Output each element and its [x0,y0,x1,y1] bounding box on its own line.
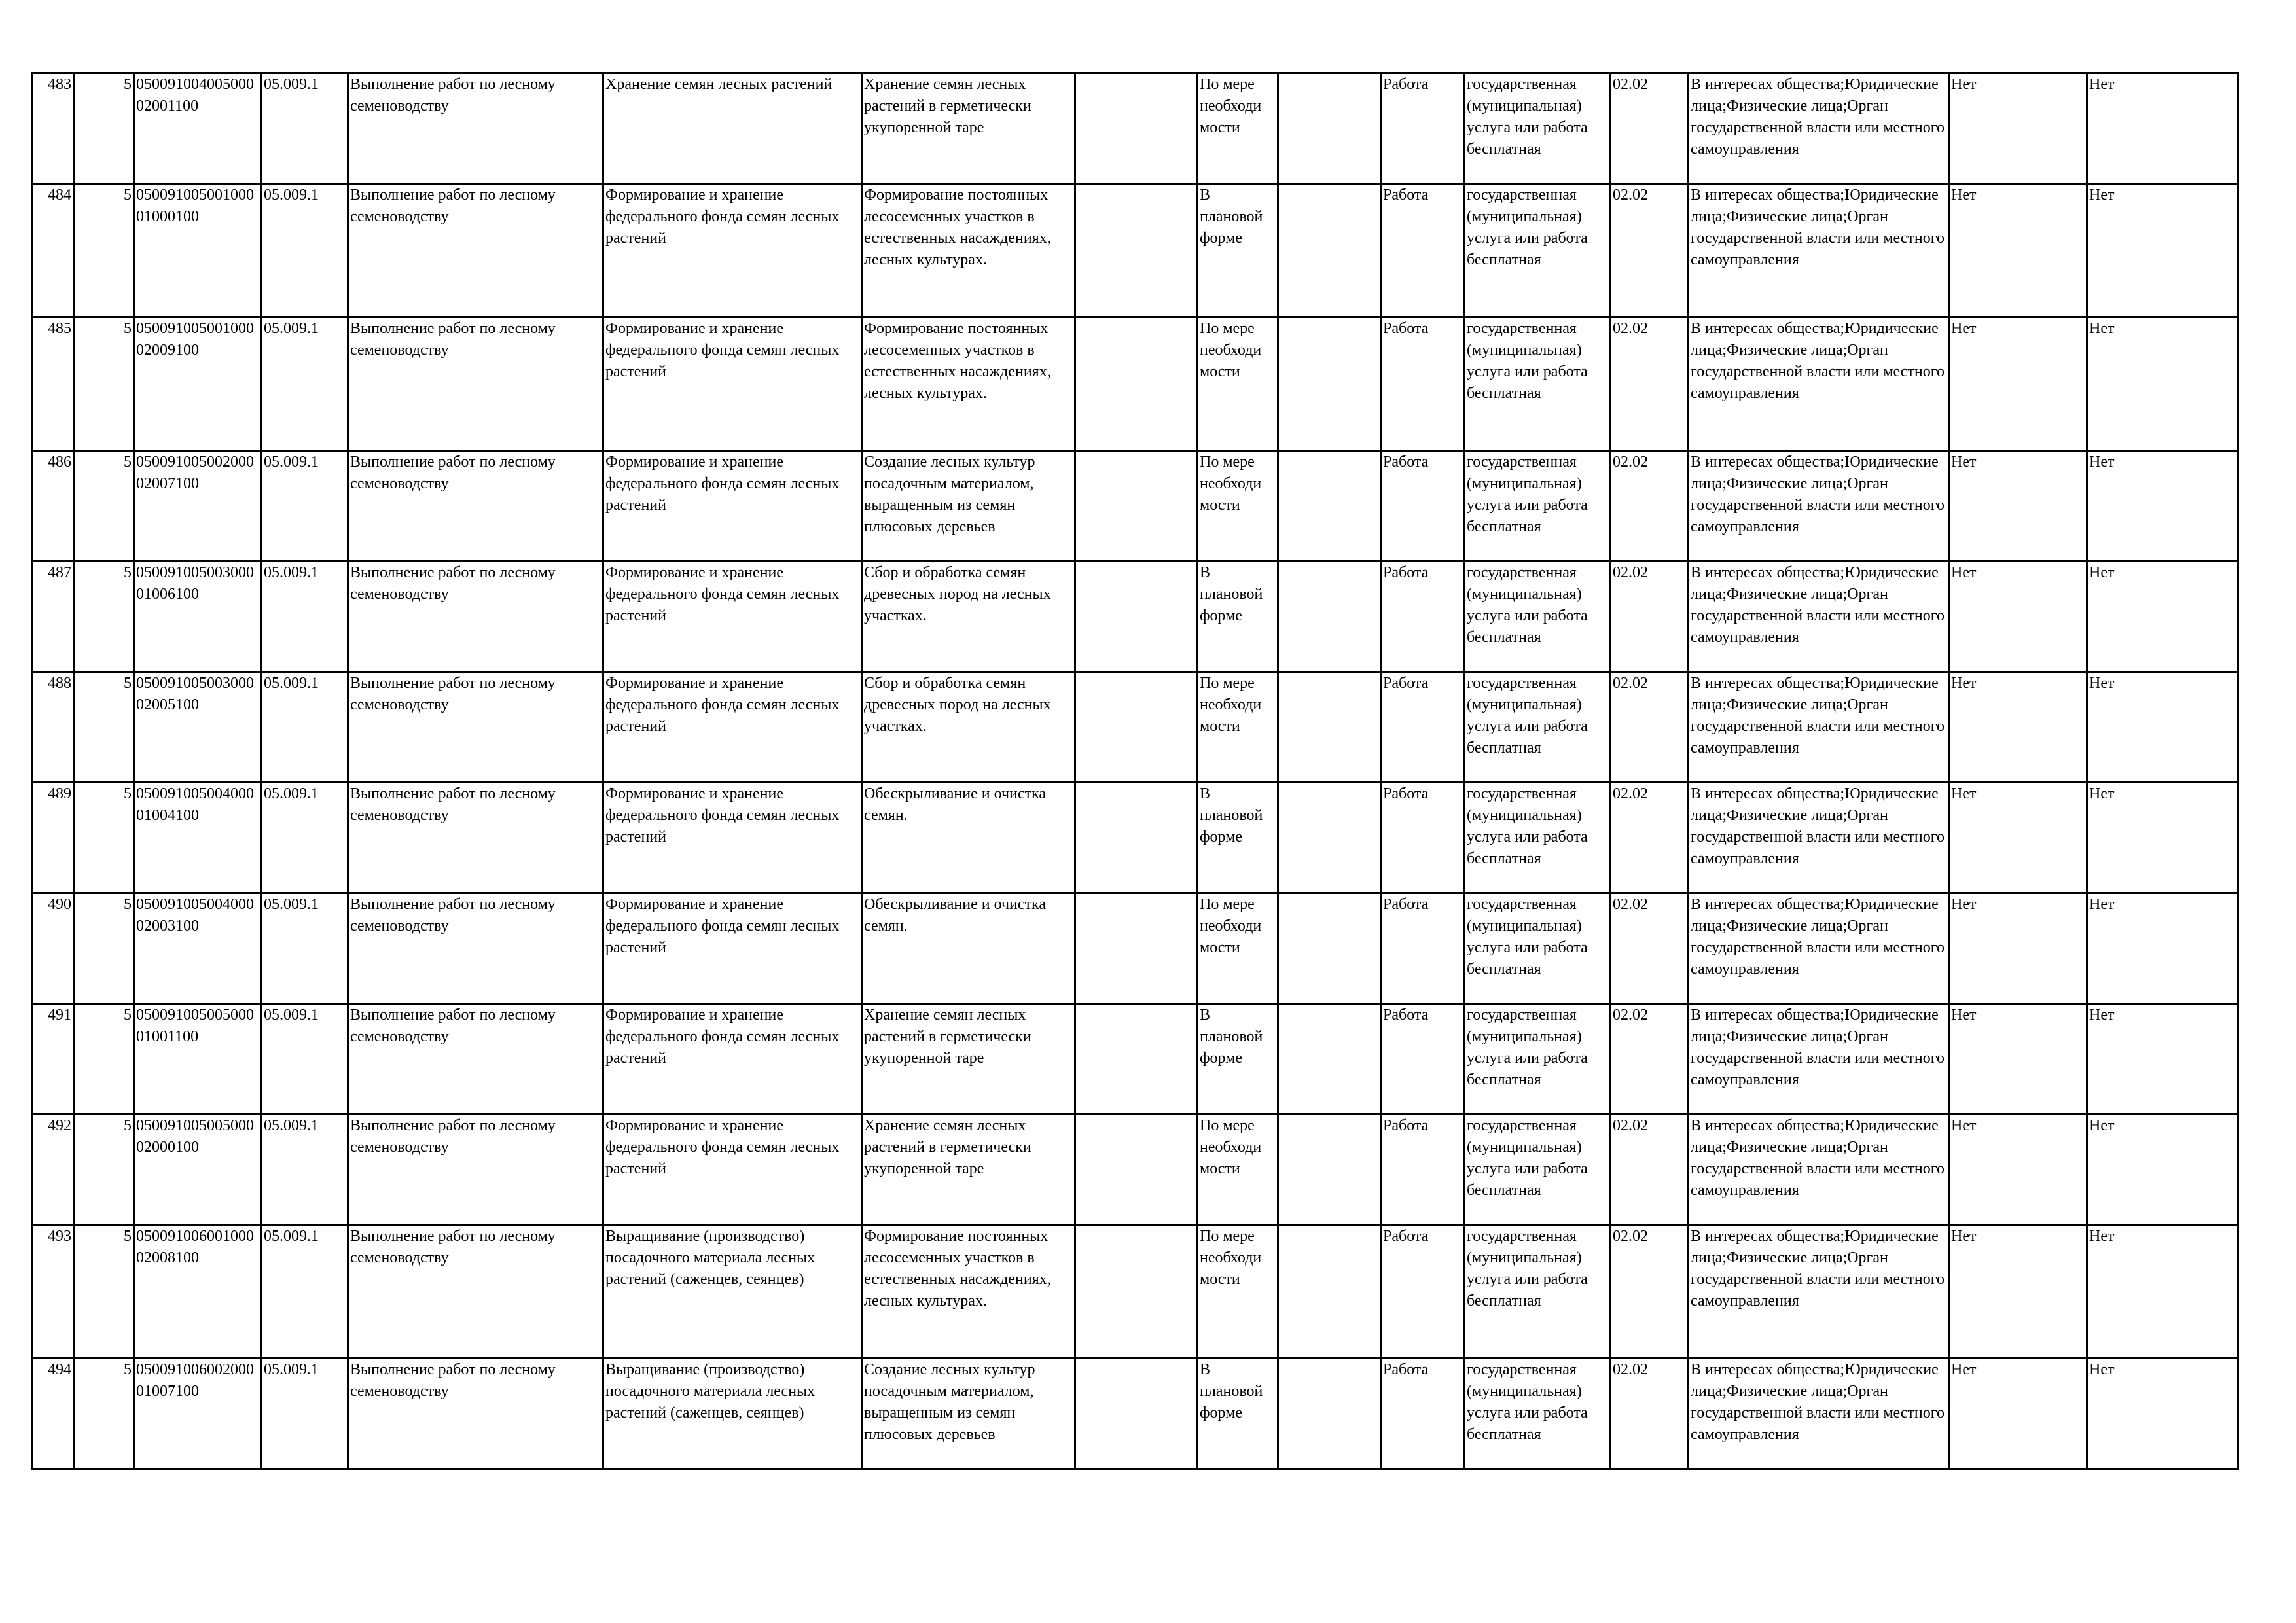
condition-cell [1075,451,1198,562]
type-cell: Работа [1381,1225,1465,1359]
consumers-cell: В интересах общества;Юридические лица;Физические лица;Орган государственной власти или местного самоуправления [1689,73,1949,184]
table-row [33,672,2238,783]
work-name-cell: Выращивание (производство) посадочного материала лесных растений (саженцев, сеянцев) [603,1359,862,1469]
content-cell: Обескрыливание и очистка семян. [862,893,1075,1004]
content-cell: Хранение семян лесных растений в герметически укупоренной таре [862,1115,1075,1225]
payment-cell: государственная (муниципальная) услуга или работа бесплатная [1465,184,1611,317]
table-row [33,317,2238,451]
condition-cell [1075,1004,1198,1115]
okpd-code: 02.02 [1611,73,1689,184]
activity-cell: Выполнение работ по лесному семеноводству [348,562,603,672]
work-name-cell: Формирование и хранение федерального фонда семян лесных растений [603,562,862,672]
row-number: 494 [33,1359,74,1469]
table-row [33,451,2238,562]
register-flag: Нет [1949,1225,2087,1359]
level-cell: 5 [74,73,134,184]
activity-cell: Выполнение работ по лесному семеноводству [348,672,603,783]
empty-cell [1278,783,1381,893]
form-cell: В плановой форме [1198,184,1278,317]
work-name-cell: Хранение семян лесных растений [603,73,862,184]
condition-cell [1075,672,1198,783]
registry-code: 05009100600100002008100 [134,1225,262,1359]
payment-cell: государственная (муниципальная) услуга или работа бесплатная [1465,893,1611,1004]
row-number: 487 [33,562,74,672]
license-flag: Нет [2087,1115,2238,1225]
work-name-cell: Формирование и хранение федерального фонда семян лесных растений [603,184,862,317]
okved-code: 05.009.1 [262,1225,348,1359]
license-flag: Нет [2087,184,2238,317]
condition-cell [1075,1225,1198,1359]
type-cell: Работа [1381,672,1465,783]
okpd-code: 02.02 [1611,1225,1689,1359]
content-cell: Хранение семян лесных растений в герметически укупоренной таре [862,73,1075,184]
okved-code: 05.009.1 [262,672,348,783]
row-number: 489 [33,783,74,893]
consumers-cell: В интересах общества;Юридические лица;Физические лица;Орган государственной власти или местного самоуправления [1689,451,1949,562]
level-cell: 5 [74,562,134,672]
okpd-code: 02.02 [1611,672,1689,783]
activity-cell: Выполнение работ по лесному семеноводству [348,783,603,893]
work-name-cell: Формирование и хранение федерального фонда семян лесных растений [603,672,862,783]
form-cell: По мере необходи мости [1198,672,1278,783]
content-cell: Хранение семян лесных растений в герметически укупоренной таре [862,1004,1075,1115]
license-flag: Нет [2087,562,2238,672]
condition-cell [1075,783,1198,893]
consumers-cell: В интересах общества;Юридические лица;Физические лица;Орган государственной власти или местного самоуправления [1689,184,1949,317]
table-row [33,1115,2238,1225]
row-number: 492 [33,1115,74,1225]
license-flag: Нет [2087,893,2238,1004]
okpd-code: 02.02 [1611,184,1689,317]
type-cell: Работа [1381,451,1465,562]
okved-code: 05.009.1 [262,1115,348,1225]
consumers-cell: В интересах общества;Юридические лица;Физические лица;Орган государственной власти или местного самоуправления [1689,317,1949,451]
empty-cell [1278,1359,1381,1469]
register-flag: Нет [1949,1115,2087,1225]
level-cell: 5 [74,1225,134,1359]
content-cell: Создание лесных культур посадочным материалом, выращенным из семян плюсовых деревьев [862,451,1075,562]
work-name-cell: Формирование и хранение федерального фонда семян лесных растений [603,1115,862,1225]
registry-code: 05009100500100002009100 [134,317,262,451]
okved-code: 05.009.1 [262,893,348,1004]
activity-cell: Выполнение работ по лесному семеноводству [348,1359,603,1469]
okpd-code: 02.02 [1611,451,1689,562]
okpd-code: 02.02 [1611,1004,1689,1115]
type-cell: Работа [1381,1359,1465,1469]
type-cell: Работа [1381,1115,1465,1225]
payment-cell: государственная (муниципальная) услуга или работа бесплатная [1465,672,1611,783]
okved-code: 05.009.1 [262,1004,348,1115]
content-cell: Сбор и обработка семян древесных пород на лесных участках. [862,672,1075,783]
payment-cell: государственная (муниципальная) услуга или работа бесплатная [1465,783,1611,893]
row-number: 488 [33,672,74,783]
row-number: 485 [33,317,74,451]
type-cell: Работа [1381,1004,1465,1115]
form-cell: В плановой форме [1198,1004,1278,1115]
empty-cell [1278,672,1381,783]
empty-cell [1278,562,1381,672]
activity-cell: Выполнение работ по лесному семеноводству [348,451,603,562]
condition-cell [1075,1115,1198,1225]
license-flag: Нет [2087,317,2238,451]
consumers-cell: В интересах общества;Юридические лица;Физические лица;Орган государственной власти или местного самоуправления [1689,1359,1949,1469]
type-cell: Работа [1381,317,1465,451]
row-number: 483 [33,73,74,184]
empty-cell [1278,1115,1381,1225]
work-name-cell: Формирование и хранение федерального фонда семян лесных растений [603,317,862,451]
form-cell: В плановой форме [1198,562,1278,672]
type-cell: Работа [1381,783,1465,893]
work-name-cell: Выращивание (производство) посадочного материала лесных растений (саженцев, сеянцев) [603,1225,862,1359]
okpd-code: 02.02 [1611,893,1689,1004]
okved-code: 05.009.1 [262,1359,348,1469]
content-cell: Создание лесных культур посадочным материалом, выращенным из семян плюсовых деревьев [862,1359,1075,1469]
row-number: 493 [33,1225,74,1359]
license-flag: Нет [2087,783,2238,893]
table-row [33,1225,2238,1359]
okved-code: 05.009.1 [262,451,348,562]
okved-code: 05.009.1 [262,184,348,317]
empty-cell [1278,893,1381,1004]
consumers-cell: В интересах общества;Юридические лица;Физические лица;Орган государственной власти или местного самоуправления [1689,893,1949,1004]
form-cell: В плановой форме [1198,783,1278,893]
license-flag: Нет [2087,672,2238,783]
form-cell: По мере необходи мости [1198,1225,1278,1359]
payment-cell: государственная (муниципальная) услуга или работа бесплатная [1465,562,1611,672]
registry-code: 05009100500300002005100 [134,672,262,783]
condition-cell [1075,73,1198,184]
type-cell: Работа [1381,562,1465,672]
registry-code: 05009100500400001004100 [134,783,262,893]
registry-code: 05009100600200001007100 [134,1359,262,1469]
register-flag: Нет [1949,672,2087,783]
activity-cell: Выполнение работ по лесному семеноводству [348,317,603,451]
condition-cell [1075,893,1198,1004]
empty-cell [1278,317,1381,451]
level-cell: 5 [74,672,134,783]
consumers-cell: В интересах общества;Юридические лица;Физические лица;Орган государственной власти или местного самоуправления [1689,1225,1949,1359]
license-flag: Нет [2087,1225,2238,1359]
payment-cell: государственная (муниципальная) услуга или работа бесплатная [1465,1225,1611,1359]
form-cell: В плановой форме [1198,1359,1278,1469]
okved-code: 05.009.1 [262,73,348,184]
payment-cell: государственная (муниципальная) услуга или работа бесплатная [1465,1359,1611,1469]
registry-code: 05009100500400002003100 [134,893,262,1004]
payment-cell: государственная (муниципальная) услуга или работа бесплатная [1465,1004,1611,1115]
consumers-cell: В интересах общества;Юридические лица;Физические лица;Орган государственной власти или местного самоуправления [1689,672,1949,783]
register-flag: Нет [1949,317,2087,451]
register-flag: Нет [1949,893,2087,1004]
registry-code: 05009100500200002007100 [134,451,262,562]
okpd-code: 02.02 [1611,562,1689,672]
okved-code: 05.009.1 [262,783,348,893]
register-flag: Нет [1949,562,2087,672]
content-cell: Обескрыливание и очистка семян. [862,783,1075,893]
register-flag: Нет [1949,451,2087,562]
condition-cell [1075,317,1198,451]
form-cell: По мере необходи мости [1198,317,1278,451]
register-flag: Нет [1949,73,2087,184]
form-cell: По мере необходи мости [1198,451,1278,562]
row-number: 490 [33,893,74,1004]
empty-cell [1278,1225,1381,1359]
okved-code: 05.009.1 [262,562,348,672]
row-number: 491 [33,1004,74,1115]
license-flag: Нет [2087,1004,2238,1115]
table-row [33,1359,2238,1469]
okpd-code: 02.02 [1611,1359,1689,1469]
table-body [33,73,2238,1469]
registry-code: 05009100500500002000100 [134,1115,262,1225]
type-cell: Работа [1381,184,1465,317]
condition-cell [1075,184,1198,317]
level-cell: 5 [74,451,134,562]
activity-cell: Выполнение работ по лесному семеноводству [348,184,603,317]
level-cell: 5 [74,893,134,1004]
consumers-cell: В интересах общества;Юридические лица;Физические лица;Орган государственной власти или местного самоуправления [1689,1115,1949,1225]
registry-code: 05009100400500002001100 [134,73,262,184]
row-number: 486 [33,451,74,562]
level-cell: 5 [74,1115,134,1225]
work-name-cell: Формирование и хранение федерального фонда семян лесных растений [603,451,862,562]
level-cell: 5 [74,1359,134,1469]
condition-cell [1075,562,1198,672]
level-cell: 5 [74,184,134,317]
table-row [33,783,2238,893]
table-row [33,562,2238,672]
content-cell: Формирование постоянных лесосеменных участков в естественных насаждениях, лесных культурах. [862,317,1075,451]
okpd-code: 02.02 [1611,783,1689,893]
payment-cell: государственная (муниципальная) услуга или работа бесплатная [1465,451,1611,562]
license-flag: Нет [2087,1359,2238,1469]
register-flag: Нет [1949,1004,2087,1115]
table-row [33,184,2238,317]
license-flag: Нет [2087,451,2238,562]
okpd-code: 02.02 [1611,1115,1689,1225]
registry-table [31,72,2239,1470]
empty-cell [1278,73,1381,184]
form-cell: По мере необходи мости [1198,73,1278,184]
okved-code: 05.009.1 [262,317,348,451]
payment-cell: государственная (муниципальная) услуга или работа бесплатная [1465,317,1611,451]
form-cell: По мере необходи мости [1198,893,1278,1004]
activity-cell: Выполнение работ по лесному семеноводству [348,1115,603,1225]
type-cell: Работа [1381,73,1465,184]
activity-cell: Выполнение работ по лесному семеноводству [348,893,603,1004]
table-row [33,1004,2238,1115]
empty-cell [1278,1004,1381,1115]
level-cell: 5 [74,317,134,451]
level-cell: 5 [74,1004,134,1115]
okpd-code: 02.02 [1611,317,1689,451]
payment-cell: государственная (муниципальная) услуга или работа бесплатная [1465,73,1611,184]
empty-cell [1278,451,1381,562]
content-cell: Формирование постоянных лесосеменных участков в естественных насаждениях, лесных культурах. [862,1225,1075,1359]
type-cell: Работа [1381,893,1465,1004]
consumers-cell: В интересах общества;Юридические лица;Физические лица;Орган государственной власти или местного самоуправления [1689,783,1949,893]
register-flag: Нет [1949,783,2087,893]
activity-cell: Выполнение работ по лесному семеноводству [348,1004,603,1115]
work-name-cell: Формирование и хранение федерального фонда семян лесных растений [603,783,862,893]
license-flag: Нет [2087,73,2238,184]
work-name-cell: Формирование и хранение федерального фонда семян лесных растений [603,1004,862,1115]
register-flag: Нет [1949,1359,2087,1469]
content-cell: Сбор и обработка семян древесных пород на лесных участках. [862,562,1075,672]
registry-code: 05009100500100001000100 [134,184,262,317]
level-cell: 5 [74,783,134,893]
work-name-cell: Формирование и хранение федерального фонда семян лесных растений [603,893,862,1004]
activity-cell: Выполнение работ по лесному семеноводству [348,73,603,184]
payment-cell: государственная (муниципальная) услуга или работа бесплатная [1465,1115,1611,1225]
table-row [33,73,2238,184]
register-flag: Нет [1949,184,2087,317]
table-row [33,893,2238,1004]
row-number: 484 [33,184,74,317]
form-cell: По мере необходи мости [1198,1115,1278,1225]
activity-cell: Выполнение работ по лесному семеноводству [348,1225,603,1359]
content-cell: Формирование постоянных лесосеменных участков в естественных насаждениях, лесных культурах. [862,184,1075,317]
registry-code: 05009100500300001006100 [134,562,262,672]
consumers-cell: В интересах общества;Юридические лица;Физические лица;Орган государственной власти или местного самоуправления [1689,1004,1949,1115]
registry-code: 05009100500500001001100 [134,1004,262,1115]
empty-cell [1278,184,1381,317]
consumers-cell: В интересах общества;Юридические лица;Физические лица;Орган государственной власти или местного самоуправления [1689,562,1949,672]
condition-cell [1075,1359,1198,1469]
